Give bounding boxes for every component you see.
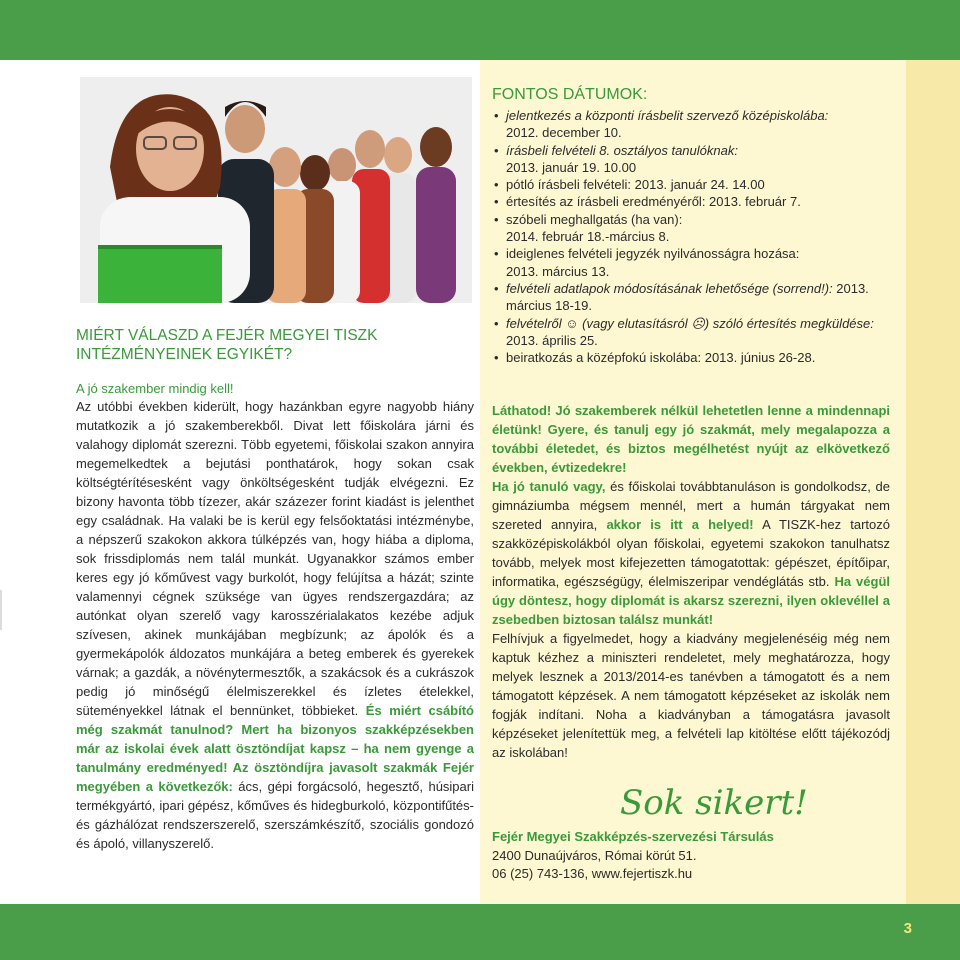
organization-name: Fejér Megyei Szakképzés-szervezési Társulás: [492, 829, 774, 844]
page-edge-mark: [0, 590, 2, 630]
date-item: • értesítés az írásbeli eredményéről: 2013. február 7.: [492, 193, 890, 210]
bottom-green-bar: [0, 904, 960, 960]
date-item: • szóbeli meghallgatás (ha van): 2014. február 18.-március 8.: [492, 211, 890, 246]
organization-address: 2400 Dunaújváros, Római körút 51.: [492, 847, 697, 863]
date-item: • pótló írásbeli felvételi: 2013. január 24. 14.00: [492, 176, 890, 193]
date-item: • beiratkozás a középfokú iskolába: 2013. június 26-28.: [492, 349, 890, 366]
good-luck-signature: Sok sikert!: [620, 783, 808, 823]
important-dates: [492, 86, 890, 366]
subheading: A jó szakember mindig kell!: [76, 381, 234, 396]
dates-title: FONTOS DÁTUMOK:: [492, 86, 648, 103]
date-item: • írásbeli felvételi 8. osztályos tanulóknak: 2013. január 19. 10.00: [492, 142, 890, 177]
left-paragraph: Az utóbbi években kiderült, hogy hazánkban egyre nagyobb hiány mutatkozik a jó szakemberekből. Divat lett főiskolára járni és valahogy diplomát szerezni. Több egyetemi, főiskolai szakon annyira megemelkedtek a bejutási ponthatárok, hogy sokan csak költségtérítésesként vagy önköltségesként tudják elvégezni. Ez bizony havonta több tízezer, akár százezer forint kiadást is jelenthet egy családnak. Ha valaki be is kerül egy felsőoktatási intézménybe, a népszerű szakokon akkora túlképzés van, hogy hiába a diploma, sok frissdiplomás nem talál munkát. Ugyanakkor számos ember keres egy jó kőművest vagy burkolót, hogy felújítsa a házát; szinte valamennyi cégnek szüksége van ügyes rendszergazdára; az autónkat olyan szerelő vagy karosszérialakatos kezébe adjuk szívesen, akinek munkájában megbízunk; az ápolók és a gyermekápolók áldozatos munkájára a beteg emberek és gyerekek várnak; a gazdák, a növénytermesztők, a szakácsok és a cukrászok pedig jó minőségű élelmiszerekkel és ízletes ételekkel, süteményekkel látnak el bennünket, többieket.: [76, 399, 474, 718]
left-trades-list: ács, gépi forgácsoló, hegesztő, húsipari termékgyártó, ipari gépész, kőműves és hidegburkoló, központifűtés- és gázhálózat rendszerszerelő, szerszámkészítő, szociális gondozó és ápoló, villanyszerelő.: [76, 779, 474, 851]
left-body-text: [76, 397, 474, 853]
right-body-text: [492, 401, 890, 762]
date-item: • ideiglenes felvételi jegyzék nyilvánosságra hozása: 2013. március 13.: [492, 245, 890, 280]
date-item: • jelentkezés a központi írásbelit szervező középiskolába: 2012. december 10.: [492, 107, 890, 142]
students-photo: [80, 77, 472, 303]
right-highlight-intro: Láthatod! Jó szakemberek nélkül lehetetlen lenne a mindennapi életünk! Gyere, és tanulj egy jó szakmát, mely megalapozza a további életedet, és biztos megélhetést nyújt az elkövetkező években, évtizedekre!: [492, 403, 890, 475]
organization-info: [492, 828, 890, 884]
section-heading: MIÉRT VÁLASZD A FEJÉR MEGYEI TISZK INTÉZMÉNYEINEK EGYIKÉT?: [76, 327, 378, 363]
top-green-bar: [0, 0, 960, 60]
left-column: [76, 326, 474, 853]
right-edge-band: [906, 60, 960, 904]
page-number: 3: [903, 920, 912, 937]
left-highlight: És miért csábító még szakmát tanulnod? Mert ha bizonyos szakképzésekben már az iskolai évek alatt ösztöndíjat kapsz – ha nem gyenge a tanulmány eredményed! Az ösztöndíjra javasolt szakmák Fejér megyében a következők:: [76, 703, 474, 794]
organization-contact: 06 (25) 743-136, www.fejertiszk.hu: [492, 866, 693, 881]
right-paragraph: Ha jó tanuló vagy, és főiskolai továbbtanuláson is gondolkodsz, de gimnáziumba mégsem mennél, mert a humán tárgyakat nem szereted annyira, akkor is itt a helyed! A TISZK-hez tartozó szakközépiskolákból olyan főiskolai, egyetemi szakokon tanulhatsz tovább, melyek most kifejezetten támogatottak: gépészet, építőipar, informatika, egészségügy, élelmiszeripar vendéglátás stb. Ha végül úgy döntesz, hogy diplomát is akarsz szerezni, ilyen oklevéllel a zsebedben biztosan találsz munkát!: [492, 479, 890, 627]
notice-paragraph: Felhívjuk a figyelmedet, hogy a kiadvány megjelenéséig még nem kaptuk kézhez a miniszteri rendeletet, mely meghatározza, hogy melyek lesznek a 2013/2014-es tanévben a támogatott és a nem támogatott képzések. A nem támogatott képzéseket az iskolák nem fogják indítani. Noha a kiadványban a támogatásra javasolt képzéseket jelenítettük meg, a felvételi lap kitöltése előtt tájékozódj az iskolában!: [492, 631, 890, 760]
date-item: • felvételről ☺ (vagy elutasításról ☹) szóló értesítés megküldése: 2013. április 25.: [492, 315, 890, 350]
date-item: • felvételi adatlapok módosításának lehetősége (sorrend!): 2013. március 18-19.: [492, 280, 890, 315]
dates-list: [492, 107, 890, 366]
